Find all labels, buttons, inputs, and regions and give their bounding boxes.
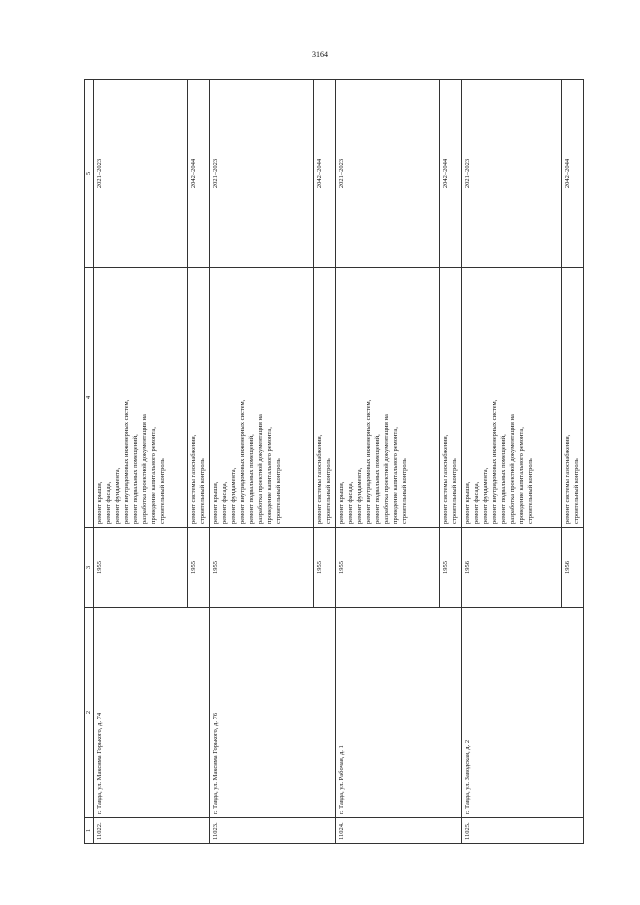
rotated-table-container	[84, 80, 610, 844]
address-cell: г. Тавда, ул. Рабочая, д. 1	[336, 608, 462, 818]
column-number: 3	[85, 528, 94, 608]
address-cell: г. Тавда, ул. Максима Горького, д. 74	[94, 608, 210, 818]
period-cell: 2021–2023	[210, 80, 314, 268]
works-cell: ремонт системы газоснабжения, строительный контроль	[314, 268, 336, 528]
year-cell: 1955	[440, 528, 462, 608]
period-cell: 2021–2023	[336, 80, 440, 268]
period-cell: 2042–2044	[314, 80, 336, 268]
works-cell: ремонт крыши, ремонт фасада, ремонт фундамента, ремонт внутридомовых инженерных систем, ремонт подвальных помещений, разработка проектной документации на проведение капитального ремонта, строительный контроль	[462, 268, 562, 528]
row-number: 11023.	[210, 818, 336, 844]
period-cell: 2042–2044	[562, 80, 584, 268]
row-number: 11025.	[462, 818, 584, 844]
period-cell: 2021–2023	[462, 80, 562, 268]
table-row	[336, 80, 440, 844]
works-cell: ремонт системы газоснабжения, строительный контроль	[188, 268, 210, 528]
year-cell: 1956	[562, 528, 584, 608]
page-number: 3164	[312, 50, 328, 59]
year-cell: 1955	[188, 528, 210, 608]
year-cell: 1955	[314, 528, 336, 608]
year-cell: 1955	[94, 528, 188, 608]
table-row	[94, 80, 188, 844]
table-row	[462, 80, 562, 844]
works-cell: ремонт системы газоснабжения, строительный контроль	[562, 268, 584, 528]
year-cell: 1955	[336, 528, 440, 608]
capital-repair-table	[84, 79, 584, 844]
row-number: 11022.	[94, 818, 210, 844]
address-cell: г. Тавда, ул. Заводская, д. 2	[462, 608, 584, 818]
year-cell: 1955	[210, 528, 314, 608]
column-number: 1	[85, 818, 94, 844]
table-row	[210, 80, 314, 844]
column-number: 4	[85, 268, 94, 528]
column-number: 2	[85, 608, 94, 818]
address-cell: г. Тавда, ул. Максима Горького, д. 76	[210, 608, 336, 818]
works-cell: ремонт крыши, ремонт фасада, ремонт фундамента, ремонт внутридомовых инженерных систем, ремонт подвальных помещений, разработка проектной документации на проведение капитального ремонта, строительный контроль	[210, 268, 314, 528]
period-cell: 2042–2044	[440, 80, 462, 268]
works-cell: ремонт крыши, ремонт фасада, ремонт фундамента, ремонт внутридомовых инженерных систем, ремонт подвальных помещений, разработка проектной документации на проведение капитального ремонта, строительный контроль	[336, 268, 440, 528]
works-cell: ремонт системы газоснабжения, строительный контроль	[440, 268, 462, 528]
row-number: 11024.	[336, 818, 462, 844]
period-cell: 2021–2023	[94, 80, 188, 268]
period-cell: 2042–2044	[188, 80, 210, 268]
column-number: 5	[85, 80, 94, 268]
column-number-row	[85, 80, 94, 844]
works-cell: ремонт крыши, ремонт фасада, ремонт фундамента, ремонт внутридомовых инженерных систем, ремонт подвальных помещений, разработка проектной документации на проведение капитального ремонта, строительный контроль	[94, 268, 188, 528]
year-cell: 1956	[462, 528, 562, 608]
